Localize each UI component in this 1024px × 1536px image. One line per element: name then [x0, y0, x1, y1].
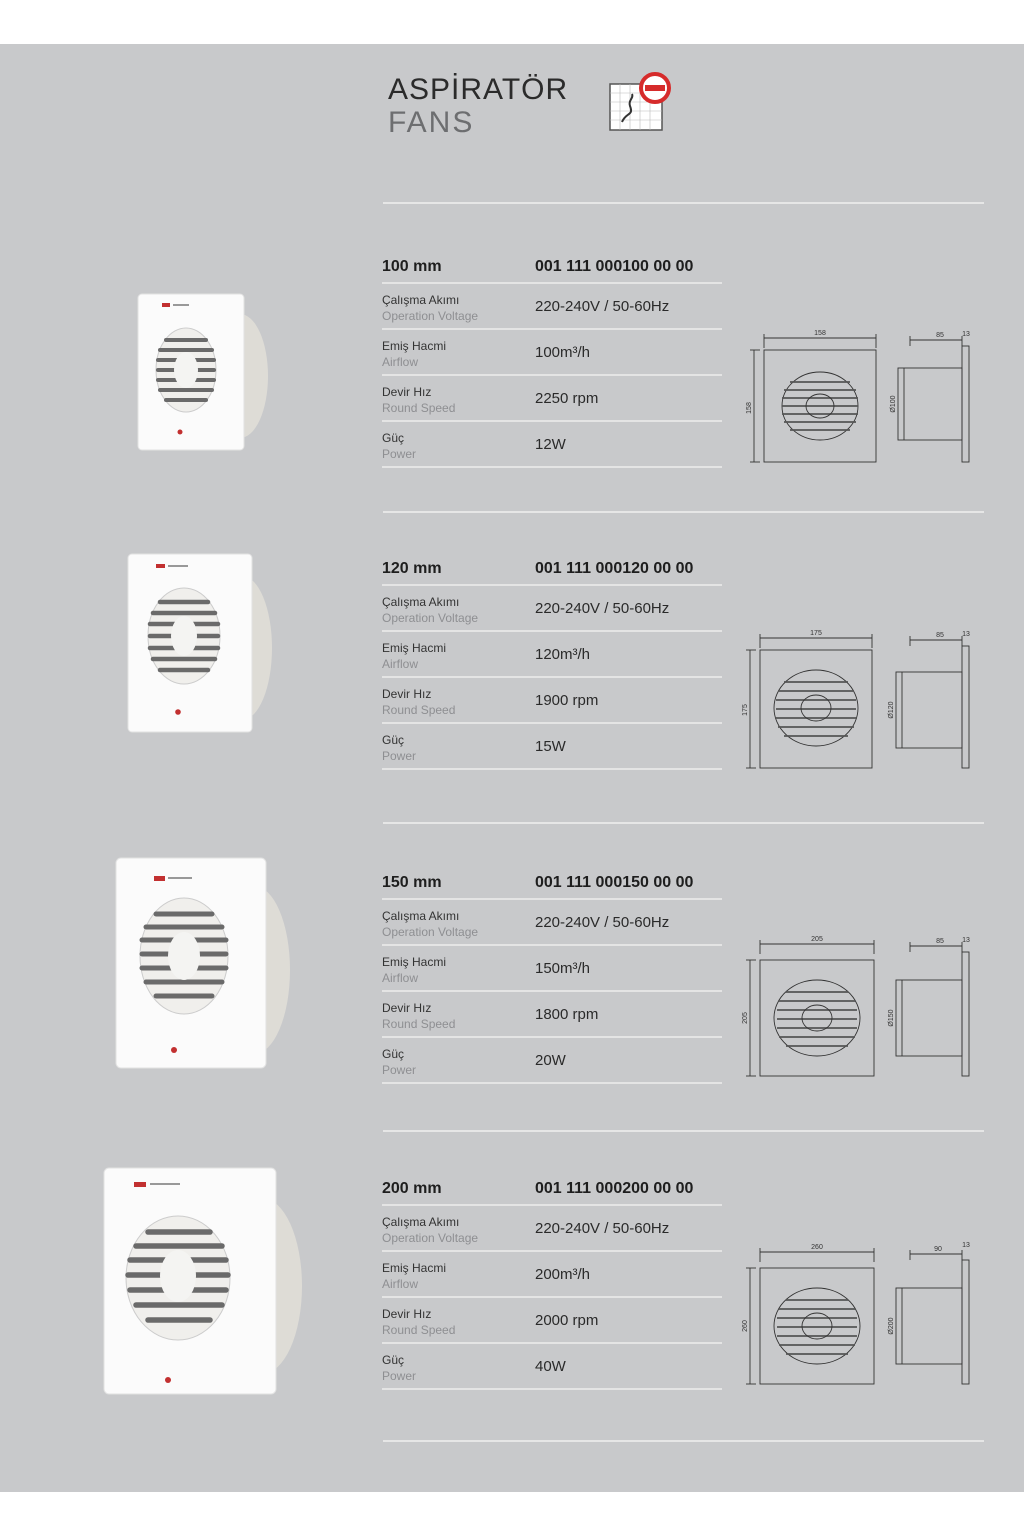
label-en: Power — [382, 749, 417, 763]
label-en: Round Speed — [382, 1323, 456, 1337]
label-tr: Devir Hız — [382, 687, 432, 701]
title-english: FANS — [388, 106, 475, 139]
value-voltage: 220-240V / 50-60Hz — [535, 1220, 670, 1237]
fan-200mm-image — [98, 1162, 308, 1407]
product-size: 200 mm — [382, 1180, 442, 1197]
dimension-drawing-100mm — [740, 328, 980, 478]
dimension-drawing-120mm — [740, 628, 980, 778]
label-en: Operation Voltage — [382, 925, 479, 939]
label-en: Airflow — [382, 657, 419, 671]
spec-row-voltage — [382, 284, 722, 330]
spec-row-voltage — [382, 586, 722, 632]
page-header — [388, 74, 568, 140]
dim-height: 175 — [742, 704, 749, 716]
label-en: Airflow — [382, 971, 419, 985]
product-code: 001 111 000100 00 00 — [535, 258, 694, 275]
spec-table-120mm — [382, 560, 722, 770]
spec-row-speed — [382, 992, 722, 1038]
dim-duct: Ø200 — [888, 1317, 895, 1335]
dim-width: 260 — [811, 1244, 823, 1251]
value-voltage: 220-240V / 50-60Hz — [535, 298, 670, 315]
label-tr: Devir Hız — [382, 1001, 432, 1015]
label-tr: Güç — [382, 1047, 405, 1061]
product-200mm — [0, 1180, 1024, 1480]
spec-row-speed — [382, 678, 722, 724]
label-tr: Güç — [382, 1353, 405, 1367]
label-tr: Güç — [382, 431, 405, 445]
value-power: 20W — [535, 1052, 566, 1069]
divider — [383, 202, 984, 204]
value-airflow: 100m³/h — [535, 344, 591, 361]
value-power: 15W — [535, 738, 566, 755]
label-tr: Güç — [382, 733, 405, 747]
divider — [383, 511, 984, 513]
dim-depth: 90 — [934, 1246, 942, 1253]
spec-table-100mm — [382, 258, 722, 468]
dim-duct: Ø100 — [890, 395, 897, 413]
product-120mm — [0, 560, 1024, 860]
label-tr: Emiş Hacmi — [382, 1261, 447, 1275]
product-code: 001 111 000150 00 00 — [535, 874, 694, 891]
spec-row-power — [382, 422, 722, 468]
value-airflow: 200m³/h — [535, 1266, 591, 1283]
spec-row-power — [382, 724, 722, 770]
label-en: Airflow — [382, 355, 419, 369]
fan-120mm-image — [120, 548, 280, 748]
dim-depth: 85 — [936, 632, 944, 639]
label-en: Airflow — [382, 1277, 419, 1291]
label-tr: Emiş Hacmi — [382, 955, 447, 969]
spec-row-speed — [382, 376, 722, 422]
value-airflow: 120m³/h — [535, 646, 591, 663]
dim-flange: 13 — [962, 937, 970, 944]
dim-duct: Ø120 — [888, 701, 895, 719]
spec-row-power — [382, 1038, 722, 1084]
dim-flange: 13 — [962, 631, 970, 638]
dim-flange: 13 — [962, 331, 970, 338]
dim-depth: 85 — [936, 938, 944, 945]
value-speed: 1800 rpm — [535, 1006, 599, 1023]
label-en: Round Speed — [382, 1017, 456, 1031]
label-en: Operation Voltage — [382, 1231, 479, 1245]
dim-width: 175 — [810, 630, 822, 637]
dim-height: 205 — [742, 1012, 749, 1024]
label-tr: Çalışma Akımı — [382, 595, 460, 609]
value-speed: 1900 rpm — [535, 692, 599, 709]
dim-width: 205 — [811, 936, 823, 943]
product-code: 001 111 000200 00 00 — [535, 1180, 694, 1197]
label-en: Power — [382, 1063, 417, 1077]
label-en: Power — [382, 1369, 417, 1383]
dim-width: 158 — [814, 330, 826, 337]
spec-row-airflow — [382, 946, 722, 992]
spec-row-power — [382, 1344, 722, 1390]
dim-flange: 13 — [962, 1242, 970, 1249]
divider — [383, 1440, 984, 1442]
label-en: Operation Voltage — [382, 611, 479, 625]
title-turkish: ASPİRATÖR — [388, 73, 569, 106]
label-tr: Devir Hız — [382, 385, 432, 399]
value-power: 40W — [535, 1358, 566, 1375]
no-smoke-fan-badge-icon — [608, 72, 678, 132]
label-tr: Emiş Hacmi — [382, 339, 447, 353]
dim-height: 158 — [746, 402, 753, 414]
product-150mm — [0, 874, 1024, 1174]
fan-150mm-image — [108, 852, 298, 1087]
label-en: Operation Voltage — [382, 309, 479, 323]
divider — [383, 822, 984, 824]
value-power: 12W — [535, 436, 566, 453]
label-tr: Devir Hız — [382, 1307, 432, 1321]
label-tr: Çalışma Akımı — [382, 293, 460, 307]
label-tr: Emiş Hacmi — [382, 641, 447, 655]
spec-table-200mm — [382, 1180, 722, 1390]
value-airflow: 150m³/h — [535, 960, 591, 977]
value-voltage: 220-240V / 50-60Hz — [535, 914, 670, 931]
value-speed: 2250 rpm — [535, 390, 599, 407]
value-speed: 2000 rpm — [535, 1312, 599, 1329]
label-tr: Çalışma Akımı — [382, 1215, 460, 1229]
spec-row-speed — [382, 1298, 722, 1344]
label-en: Round Speed — [382, 401, 456, 415]
product-size: 150 mm — [382, 874, 442, 891]
product-100mm — [0, 258, 1024, 558]
spec-table-150mm — [382, 874, 722, 1084]
dimension-drawing-200mm — [740, 1240, 980, 1390]
product-code: 001 111 000120 00 00 — [535, 560, 694, 577]
dimension-drawing-150mm — [740, 934, 980, 1084]
divider — [383, 1130, 984, 1132]
fan-100mm-image — [128, 288, 278, 463]
product-size: 100 mm — [382, 258, 442, 275]
product-size: 120 mm — [382, 560, 442, 577]
spec-row-airflow — [382, 330, 722, 376]
dim-depth: 85 — [936, 332, 944, 339]
label-en: Round Speed — [382, 703, 456, 717]
spec-row-voltage — [382, 1206, 722, 1252]
label-en: Power — [382, 447, 417, 461]
spec-row-airflow — [382, 1252, 722, 1298]
label-tr: Çalışma Akımı — [382, 909, 460, 923]
value-voltage: 220-240V / 50-60Hz — [535, 600, 670, 617]
spec-row-voltage — [382, 900, 722, 946]
dim-duct: Ø150 — [888, 1009, 895, 1027]
dim-height: 260 — [742, 1320, 749, 1332]
spec-row-airflow — [382, 632, 722, 678]
